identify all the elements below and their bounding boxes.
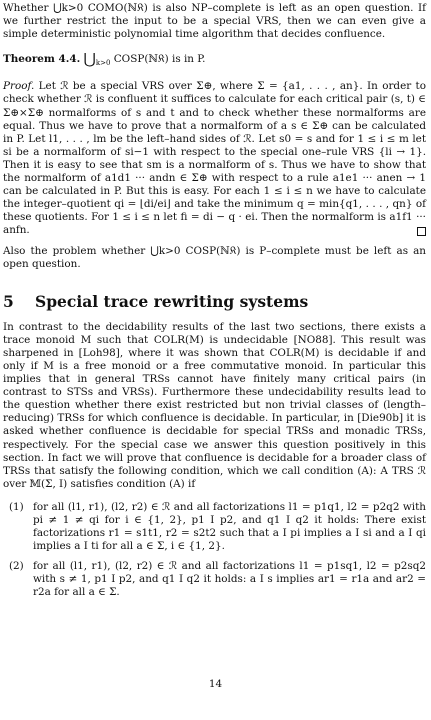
qed-square-icon <box>417 227 426 236</box>
condition-item-2 <box>3 560 426 599</box>
union-subscript: k>0 <box>95 59 111 68</box>
union-symbol: ⋃ <box>83 50 96 69</box>
theorem-heading: Theorem 4.4. <box>3 53 81 66</box>
condition-label: (1) <box>9 500 24 513</box>
page-number: 14 <box>208 678 223 690</box>
condition-label: (2) <box>9 560 24 573</box>
proof-label: Proof. <box>3 80 35 93</box>
paragraph-section-intro: In contrast to the decidability results of the last two sections, there exists a trace monoid M such that COLR(M) is undecidable [NO88]. This result was sharpened in [Loh98], where it was shown that COLR(M) is decidable if and only if M is a free monoid or a free commutative monoid. In particular this implies that in general TRSs cannot have finitely many critical pairs (in contrast to STSs and VRSs). Furthermore these undecidability results lead to the question whether there exist restricted but non trivial classes of (length–reducing) TRSs for which confluence is decidable. In particular, in [Die90b] it is asked whether confluence is decidable for special TRSs and monadic TRSs, respectively. For the special case we answer this question positively in this section. In fact we will prove that confluence is decidable for a broader class of TRSs that satisfy the following condition, which we call condition (A): A TRS ℛ over 𝕄(Σ, I) satisfies condition (A) if <box>3 320 426 490</box>
theorem-4-4 <box>3 51 426 70</box>
section-heading <box>3 293 426 311</box>
theorem-statement: COSP(ℕ𝔎) is in P. <box>113 53 206 66</box>
proof-paragraph <box>3 80 426 237</box>
proof-text: Let ℛ be a special VRS over Σ⊕, where Σ = {a1, . . . , an}. In order to check whether ℛ is confluent it suffices to calculate for each critical pair (s, t) ∈ Σ⊕×Σ⊕ normalforms of s and t and to check whether these normalforms are equal. Thus we have to prove that a normalform of a s ∈ Σ⊕ can be calculated in P. Let l1, . . . , lm be the left–hand sides of ℛ. Let s0 = s and for 1 ≤ i ≤ m let si be a normalform of si−1 with respect to the special one–rule VRS {li → 1}. Then it is easy to see that sm is a normalform of s. Thus we have to show that the normalform of a1d1 ··· andn ∈ Σ⊕ with respect to a rule a1e1 ··· anen → 1 can be calculated in P. But this is easy. For each 1 ≤ i ≤ n we have to calculate the integer–quotient qi = ⌊di/ei⌋ and take the minimum q = min{q1, . . . , qn} of these quotients. For 1 ≤ i ≤ n let fi = di − q · ei. Then the normalform is a1f1 ··· anfn. <box>3 80 426 237</box>
paragraph-open-question: Whether ⋃k>0 COMO(ℕ𝔎) is also NP–complete is left as an open question. If we further restrict the input to be a special VRS, then we can even give a simple deterministic polynomial time algorithm that decides confluence. <box>3 2 426 41</box>
paragraph-open-question-2: Also the problem whether ⋃k>0 COSP(ℕ𝔎) is P–complete must be left as an open question. <box>3 244 426 270</box>
condition-text: for all (l1, r1), (l2, r2) ∈ ℛ and all factorizations l1 = p1sq1, l2 = p2sq2 with s ≠ 1, p1 I p2, and q1 I q2 it holds: a I s implies ar1 = r1a and ar2 = r2a for all a ∈ Σ. <box>33 560 426 599</box>
section-number: 5 <box>3 291 14 311</box>
condition-text: for all (l1, r1), (l2, r2) ∈ ℛ and all factorizations l1 = p1q1, l2 = p2q2 with pi ≠ 1 ≠ qi for i ∈ {1, 2}, p1 I p2, and q1 I q2 it holds: There exist factorizations r1 = s1t1, r2 = s2t2 such that a I pi implies a I si and a I qi implies a I ti for all a ∈ Σ, i ∈ {1, 2}. <box>33 500 426 553</box>
condition-item-1 <box>3 501 426 553</box>
section-title: Special trace rewriting systems <box>35 291 309 311</box>
